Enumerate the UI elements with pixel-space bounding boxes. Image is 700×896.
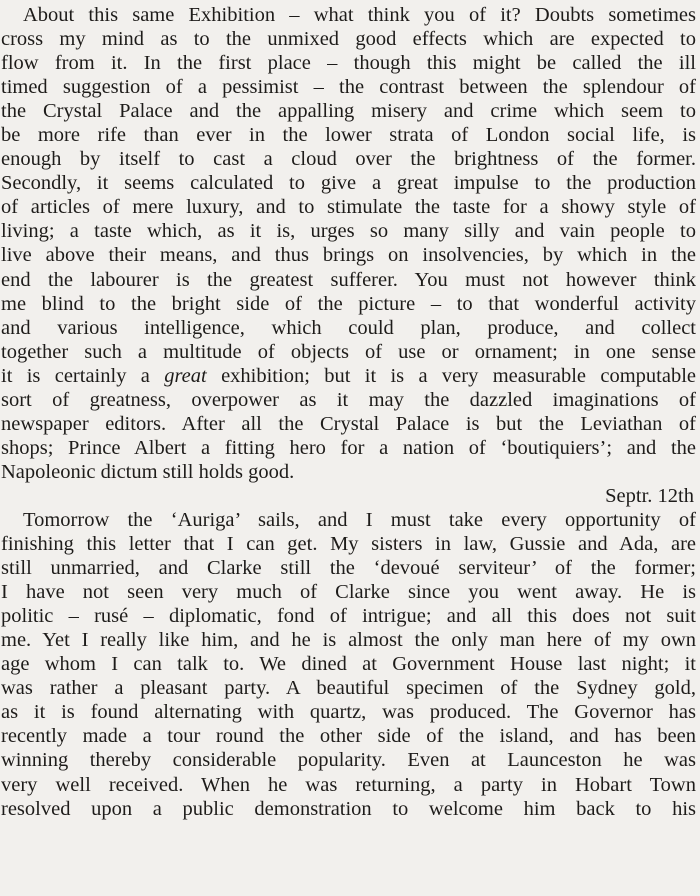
text-line: me. Yet I really like him, and he is almost the only man here of my own [1, 629, 696, 652]
text-line: resolved upon a public demonstration to welcome him back to his [1, 797, 696, 820]
text-line: recently made a tour round the other side of the island, and has been [1, 725, 696, 748]
text-line: Tomorrow the ‘Auriga’ sails, and I must take every opportunity of [23, 508, 696, 531]
date-heading: Septr. 12th [605, 484, 694, 507]
page-text [1, 3, 696, 821]
text-line: flow from it. In the first place – though this might be called the ill [1, 52, 696, 75]
text-line: be more rife than ever in the lower strata of London social life, is [1, 124, 696, 147]
paragraph-exhibition [1, 3, 696, 364]
text-line: winning thereby considerable popularity. Even at Launceston he was [1, 749, 696, 772]
paragraph-auriga [1, 508, 696, 821]
text-line: together such a multitude of objects of use or ornament; in one sense [1, 340, 696, 363]
text-line: and various intelligence, which could plan, produce, and collect [1, 316, 696, 339]
text-line: live above their means, and thus brings on insolvencies, by which in the [1, 244, 696, 267]
text-line: cross my mind as to the unmixed good effects which are expected to [1, 28, 696, 51]
text-line: of articles of mere luxury, and to stimulate the taste for a showy style of [1, 196, 696, 219]
text-line: newspaper editors. After all the Crystal Palace is but the Leviathan of [1, 412, 696, 435]
text-line: finishing this letter that I can get. My sisters in law, Gussie and Ada, are [1, 533, 696, 556]
text-line: me blind to the bright side of the picture – to that wonderful activity [1, 292, 696, 315]
text-line: as it is found alternating with quartz, was produced. The Governor has [1, 701, 696, 724]
text-line: Secondly, it seems calculated to give a great impulse to the production [1, 172, 696, 195]
text-line: the Crystal Palace and the appalling misery and crime which seem to [1, 100, 696, 123]
paragraph-exhibition-end [1, 388, 696, 484]
text-line: age whom I can talk to. We dined at Government House last night; it [1, 653, 696, 676]
text-line: very well received. When he was returning, a party in Hobart Town [1, 773, 696, 796]
emphasis-great: great [164, 364, 207, 387]
text-line: I have not seen very much of Clarke since you went away. He is [1, 581, 696, 604]
text-line: was rather a pleasant party. A beautiful specimen of the Sydney gold, [1, 677, 696, 700]
text-line: sort of greatness, overpower as it may the dazzled imaginations of [1, 388, 696, 411]
text-line: Napoleonic dictum still holds good. [1, 460, 295, 483]
text-line: still unmarried, and Clarke still the ‘devoué serviteur’ of the former; [1, 557, 696, 580]
text-line: politic – rusé – diplomatic, fond of intrigue; and all this does not suit [1, 605, 696, 628]
text-line: living; a taste which, as it is, urges so many silly and vain people to [1, 220, 696, 243]
text-line: timed suggestion of a pessimist – the contrast between the splendour of [1, 76, 696, 99]
text-line: end the labourer is the greatest sufferer. You must not however think [1, 268, 696, 291]
text-line: About this same Exhibition – what think you of it? Doubts sometimes [23, 4, 696, 26]
text-line: enough by itself to cast a cloud over the brightness of the former. [1, 148, 696, 171]
text-line: shops; Prince Albert a fitting hero for a nation of ‘boutiquiers’; and the [1, 436, 696, 459]
text-line: it is certainly a great exhibition; but it is a very measurable computable [1, 364, 696, 387]
